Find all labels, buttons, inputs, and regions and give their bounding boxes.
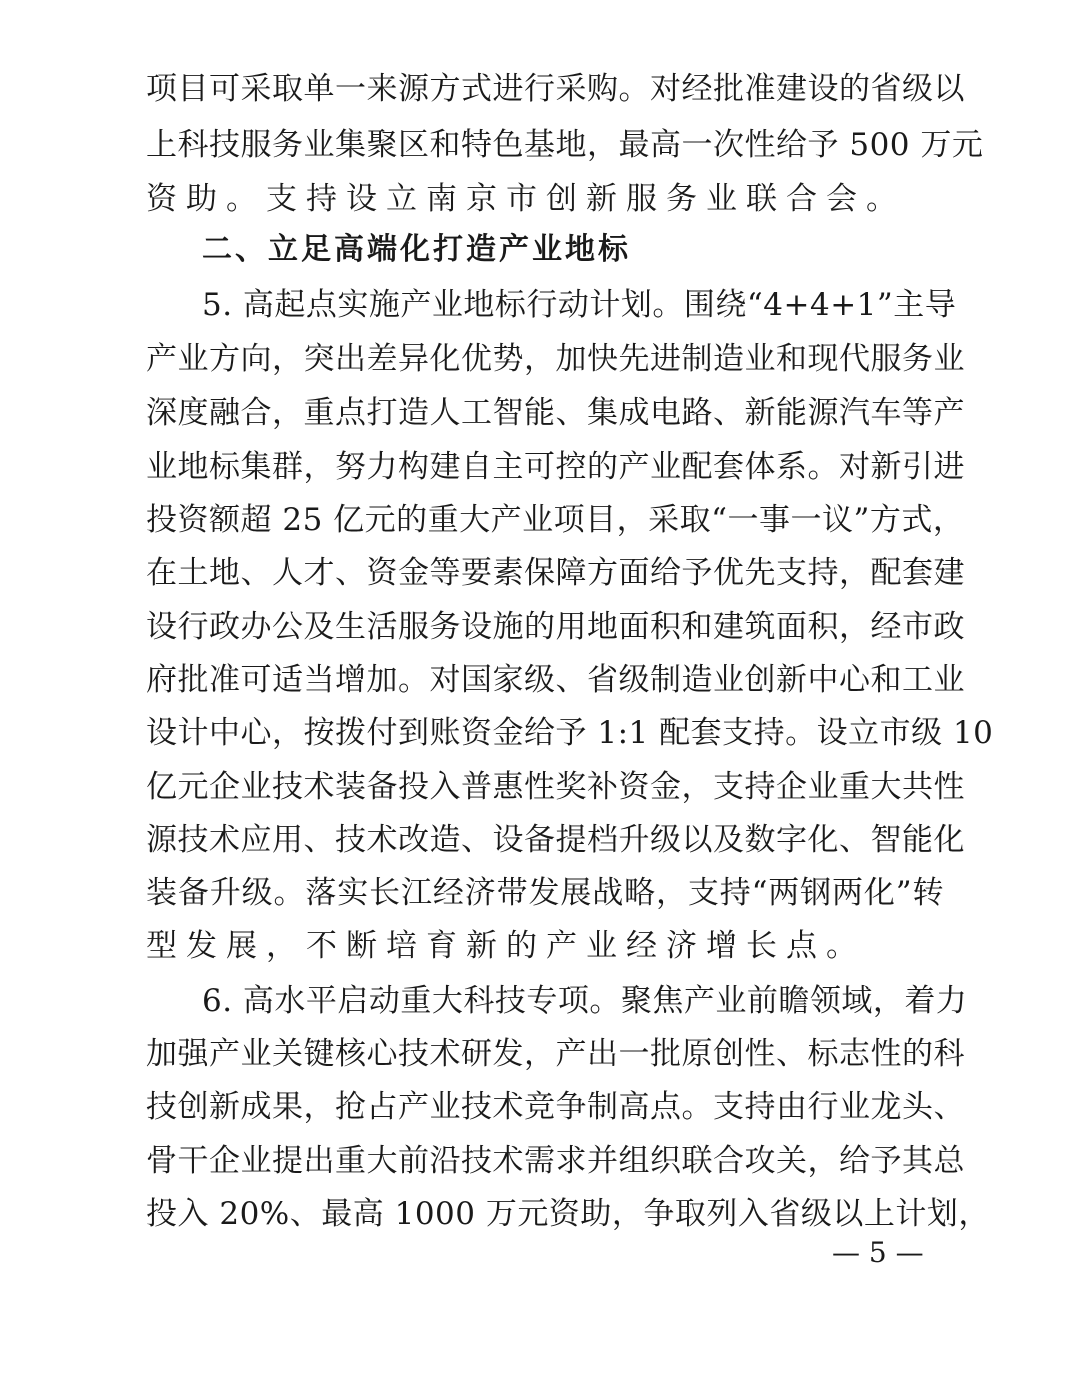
text-line: 项目可采取单一来源方式进行采购。对经批准建设的省级以 (146, 71, 965, 107)
text-line: 设计中心，按拨付到账资金给予 1:1 配套支持。设立市级 10 (146, 715, 994, 751)
page-number: — 5 — (832, 1236, 924, 1269)
text-line: 投资额超 25 亿元的重大产业项目，采取“一事一议”方式， (146, 502, 965, 538)
text-line: 源技术应用、技术改造、设备提档升级以及数字化、智能化 (146, 822, 965, 858)
text-line: 亿元企业技术装备投入普惠性奖补资金，支持企业重大共性 (146, 769, 965, 805)
text-line: 在土地、人才、资金等要素保障方面给予优先支持，配套建 (146, 555, 965, 591)
text-line: 业地标集群，努力构建自主可控的产业配套体系。对新引进 (146, 449, 965, 485)
text-line: 技创新成果，抢占产业技术竞争制高点。支持由行业龙头、 (146, 1089, 965, 1125)
text-line: 投入 20%、最高 1000 万元资助，争取列入省级以上计划， (146, 1196, 990, 1232)
paragraph-first-line: 5. 高起点实施产业地标行动计划。围绕“4+4+1”主导 (202, 287, 957, 323)
text-line: 装备升级。落实长江经济带发展战略，支持“两钢两化”转 (146, 875, 944, 911)
text-line: 府批准可适当增加。对国家级、省级制造业创新中心和工业 (146, 662, 965, 698)
text-line: 产业方向，突出差异化优势，加快先进制造业和现代服务业 (146, 341, 965, 377)
text-line: 骨干企业提出重大前沿技术需求并组织联合攻关，给予其总 (146, 1143, 965, 1179)
text-line: 深度融合，重点打造人工智能、集成电路、新能源汽车等产 (146, 395, 965, 431)
text-line: 资助。支持设立南京市创新服务业联合会。 (146, 181, 906, 217)
paragraph-first-line: 6. 高水平启动重大科技专项。聚焦产业前瞻领域，着力 (202, 983, 968, 1019)
text-line: 型发展，不断培育新的产业经济增长点。 (146, 928, 866, 964)
text-line: 上科技服务业集聚区和特色基地，最高一次性给予 500 万元 (146, 127, 984, 163)
text-line: 设行政办公及生活服务设施的用地面积和建筑面积，经市政 (146, 609, 965, 645)
section-heading: 二、立足高端化打造产业地标 (202, 232, 631, 267)
text-line: 加强产业关键核心技术研发，产出一批原创性、标志性的科 (146, 1036, 965, 1072)
